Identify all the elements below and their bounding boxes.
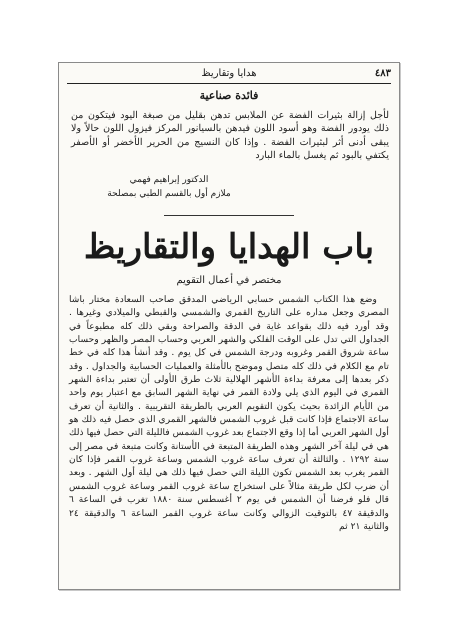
running-head: هدايا وتقاريظ — [201, 68, 257, 79]
page-header — [67, 67, 391, 84]
note-text — [71, 109, 389, 163]
body-text — [69, 293, 389, 533]
page-number: ٤٨٣ — [374, 68, 391, 79]
note-paragraph: لأجل إزالة بثيرات الفضة عن الملابس تدهن بقليل من صبغة اليود فيتكون من ذلك يودور الفضة وهو أسود اللون فيدهن بالسيانور المركز فيزول اللون حالاً ولا يبقى أدنى أثر لبثيرات الفضة . وإذا كان النسيج من الحرير الأخضر أو الأصفر يكتفي بالبود ثم يغسل بالماء البارد — [71, 110, 389, 162]
note-signature-name: الدكتور إبراهيم فهمي — [129, 175, 209, 185]
note-signature-title: ملازم أول بالقسم الطبي بمصلحة — [107, 189, 231, 199]
note-title: فائدة صناعية — [199, 89, 259, 102]
book-page — [58, 62, 400, 590]
section-divider — [164, 215, 294, 216]
body-paragraph: وضع هذا الكتاب الشمس حسابي الرياضي المدقق صاحب السعادة مختار باشا المصري وجعل مداره على التاريخ القمري والشمسي والقبطي والميلادي وغيرها . وقد أورد فيه ذلك بقواعد غاية في الدقة والصراحة وبقي ذلك كله مطبوعاً في الجداول التي تدل على الوقت الفلكي والشهر العربي وحساب المصر والظهر وحساب ساعة شروق القمر وغروبه ودرجة الشمس في كل يوم . وقد أنشأ هذا كله في خط تام مع الكلام في ذلك كله متصل وموضح بالأمثلة والعمليات الحسابية والجداول . وقد ذكر بعدها إلى معرفة بداءة الأشهر الهلالية ثلاث طرق الأولى أن تعتبر بداءة الشهر القمري في اليوم الذي يلي ولادة القمر في نهاية الشهر السابق مع اعتبار يوم واحد من الأيام الزائدة بحيث يكون التقويم العربي بالطريقة التقريبية . والثانية أن تعرف ساعة الاجتماع فإذا كانت قبل غروب الشمس فالشهر القمري الذي حصل فيه ذلك هو أول الشهر العربي أما إذا وقع الاجتماع بعد غروب الشمس فالليلة التي حصل فيها ذلك هي في ليلة آخر الشهر وهذه الطريقة المتبعة في الأستانة وكانت متبعة في مصر إلى سنة ١٢٩٢ . والثالثة أن تعرف ساعة غروب الشمس وساعة غروب القمر فإذا كان القمر يغرب بعد الشمس تكون الليلة التي حصل فيها ذلك هي ليلة أول الشهر . وبعد أن ضرب لكل طريقة مثالاً على استخراج ساعة غروب القمر وساعة غروب الشمس قال فلو فرضنا أن الشمس في يوم ٢ أغسطس سنة ١٨٨٠ تغرب في الساعة ٦ والدقيقة ٤٧ بالتوقيت الزوالي وكانت ساعة غروب القمر الساعة ٦ والدقيقة ٢٤ والثانية ٢١ ثم — [69, 294, 389, 532]
chapter-subheading: مختصر في أعمال التقويم — [176, 275, 282, 286]
chapter-title: باب الهدايا والتقاريظ — [83, 227, 375, 267]
